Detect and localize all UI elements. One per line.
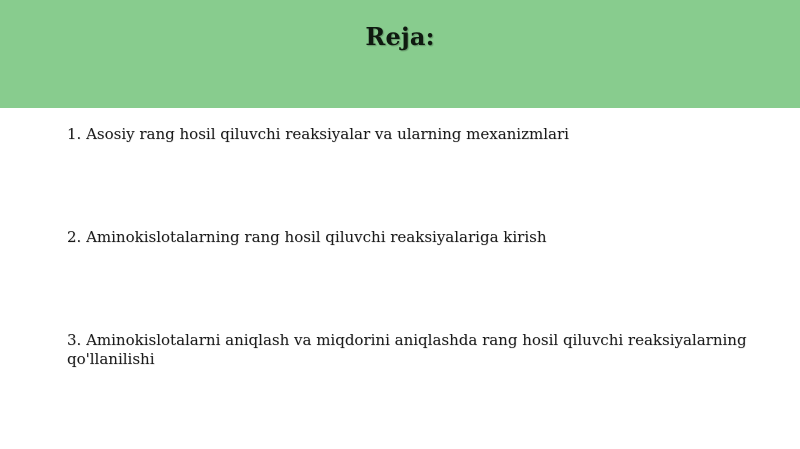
slide-title: Reja: <box>365 22 435 51</box>
plan-item-1: 1. Asosiy rang hosil qiluvchi reaksiyalar va ularning mexanizmlari <box>67 125 569 143</box>
plan-item-3: 3. Aminokislotalarni aniqlash va miqdorini aniqlashda rang hosil qiluvchi reaksiyalarning qo'llanilishi <box>67 331 747 368</box>
header-band <box>0 0 800 108</box>
plan-item-2: 2. Aminokislotalarning rang hosil qiluvchi reaksiyalariga kirish <box>67 228 547 246</box>
